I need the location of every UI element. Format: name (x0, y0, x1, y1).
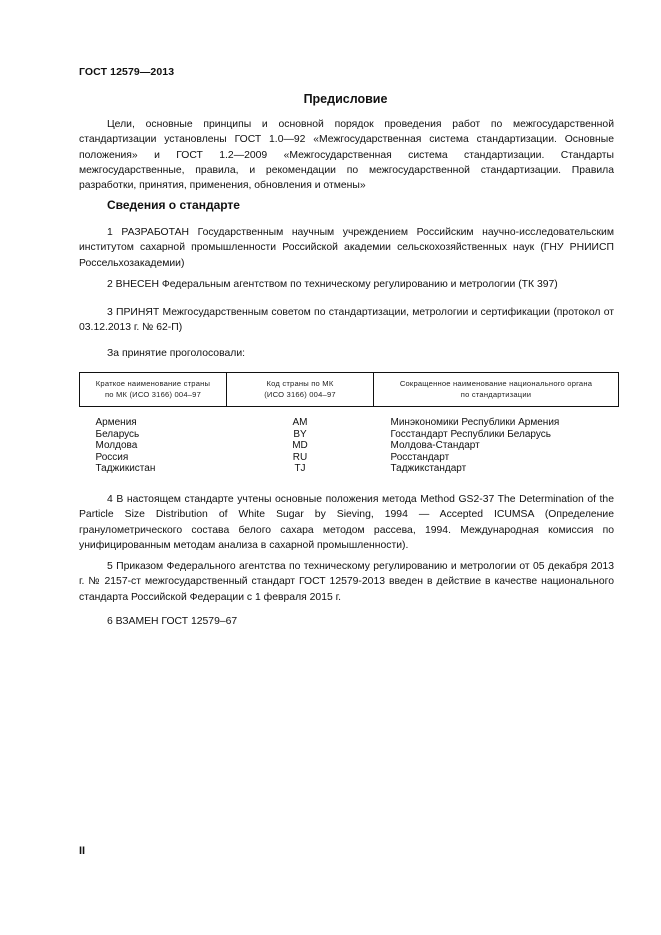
country-cell: Россия (95, 451, 129, 463)
table-body-row (80, 407, 619, 477)
code-cell: BY (293, 428, 307, 440)
header-body-line1: Сокращенное наименование национального органа (399, 379, 593, 388)
info-item-1: 1 РАЗРАБОТАН Государственным научным учреждением Российским научно-исследовательским институтом сахарной промышленности Российской академии сельскохозяйственных наук (ГНУ РНИИСП Россельхозакадемии) (79, 227, 614, 269)
header-code-line1: Код страны по МК (266, 379, 334, 388)
body-cell: Минэкономики Республики Армения (390, 417, 560, 428)
code-column (227, 407, 374, 477)
country-cell: Армения (95, 417, 137, 428)
header-country (80, 373, 227, 407)
body-cell: Госстандарт Республики Беларусь (390, 428, 551, 440)
country-cell: Молдова (95, 440, 138, 451)
header-body-line2: по стандартизации (460, 390, 532, 399)
table-header-row (80, 373, 619, 407)
code-cell: RU (292, 451, 308, 463)
body-column (374, 407, 619, 477)
document-header: ГОСТ 12579—2013 (79, 66, 175, 78)
info-item-4: 4 В настоящем стандарте учтены основные положения метода Method GS2-37 The Determination of the Particle Size Distribution of White Sugar by Sieving, 1994 — Accepted ICUMSA (Определение гранулометрического состава белого сахара методом рассева, 1994. Международная комиссия по унифицированным методам анализа в сахарной промышленности). (79, 494, 614, 551)
header-body (374, 373, 619, 407)
page-number: II (79, 845, 86, 857)
header-code-line2: (ИСО 3166) 004–97 (264, 390, 336, 399)
body-cell: Таджикстандарт (390, 463, 467, 474)
code-cell: AM (292, 417, 308, 428)
header-code (227, 373, 374, 407)
country-cell: Таджикистан (95, 463, 156, 474)
info-item-3: 3 ПРИНЯТ Межгосударственным советом по стандартизации, метрологии и сертификации (протокол от 03.12.2013 г. № 62-П) (79, 307, 614, 334)
code-cell: MD (292, 440, 308, 451)
voting-table (79, 372, 619, 477)
country-column (80, 407, 227, 477)
header-country-line2: по МК (ИСО 3166) 004–97 (104, 390, 202, 399)
body-cell: Молдова-Стандарт (390, 440, 480, 451)
info-item-2: 2 ВНЕСЕН Федеральным агентством по техническому регулированию и метрологии (ТК 397) (107, 279, 558, 290)
foreword-text: Цели, основные принципы и основной порядок проведения работ по межгосударственной стандартизации установлены ГОСТ 1.0—92 «Межгосударственная система стандартизации. Основные положения» и ГОСТ 1.2—2009 «Межгосударственная система стандартизации. Стандарты межгосударственные, правила, и рекомендации по межгосударственной стандартизации. Правила разработки, принятия, применения, обновления и отмены» (79, 119, 614, 192)
info-item-6: 6 ВЗАМЕН ГОСТ 12579–67 (107, 616, 238, 627)
header-country-line1: Краткое наименование страны (95, 379, 211, 388)
body-cell: Росстандарт (390, 451, 450, 463)
voted-label: За принятие проголосовали: (107, 348, 246, 359)
foreword-title: Предисловие (303, 92, 388, 106)
country-cell: Беларусь (95, 428, 140, 440)
info-item-5: 5 Приказом Федерального агентства по техническому регулированию и метрологии от 05 декабря 2013 г. № 2157-ст межгосударственный стандарт ГОСТ 12579-2013 введен в действие в качестве национального стандарта Российской Федерации с 1 февраля 2015 г. (79, 561, 614, 603)
standard-info-title: Сведения о стандарте (107, 198, 240, 212)
code-cell: TJ (294, 463, 306, 474)
